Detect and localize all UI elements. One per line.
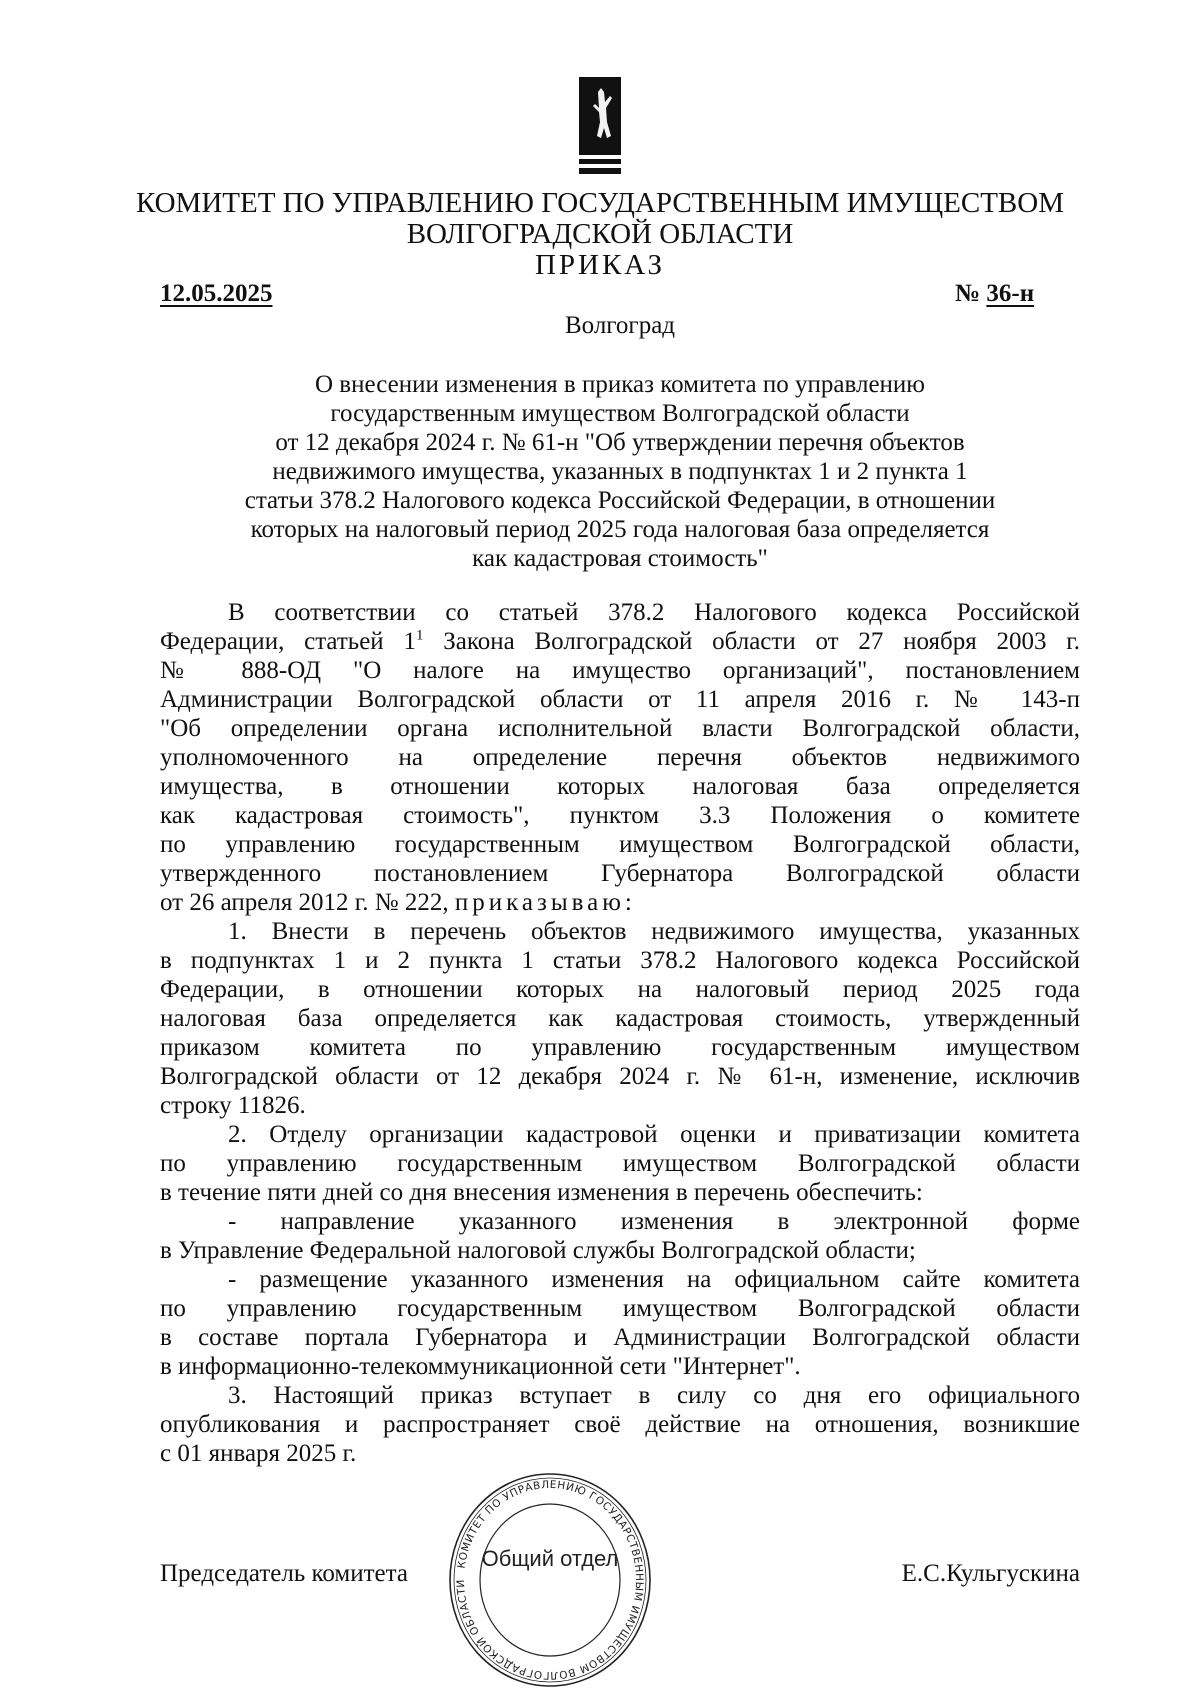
body-line: Администрации Волгоградской области от 11 апреля 2016 г. № 143-п — [160, 686, 1080, 713]
body-line: имущества, в отношении которых налоговая база определяется — [160, 773, 1080, 800]
body-line: 1. Внести в перечень объектов недвижимого имущества, указанных — [228, 918, 1080, 945]
body-line — [160, 888, 1080, 917]
body-line: 2. Отделу организации кадастровой оценки и приватизации комитета — [228, 1121, 1080, 1148]
official-stamp — [445, 1470, 655, 1690]
body-line: как кадастровая стоимость", пунктом 3.3 Положения о комитете — [160, 802, 1080, 829]
body-line: в течение пяти дней со дня внесения изменения в перечень обеспечить: — [160, 1179, 923, 1206]
body-line: в информационно-телекоммуникационной сети "Интернет". — [160, 1353, 801, 1380]
body-line: Федерации, в отношении которых на налоговый период 2025 года — [160, 976, 1080, 1003]
body-line: налоговая база определяется как кадастровая стоимость, утвержденный — [160, 1005, 1080, 1032]
preamble-paragraph — [160, 598, 1080, 917]
org-name-line-2: ВОЛГОГРАДСКОЙ ОБЛАСТИ — [406, 218, 794, 250]
body-line: № 888-ОД "О налоге на имущество организаций", постановлением — [160, 657, 1080, 684]
body-line: опубликования и распространяет своё действие на отношения, возникшие — [160, 1411, 1080, 1438]
body-line: по управлению государственным имуществом Волгоградской области — [160, 1150, 1080, 1177]
body-line-part: от 26 апреля 2012 г. № 222, — [160, 889, 455, 916]
svg-text:КОМИТЕТ ПО УПРАВЛЕНИЮ ГОСУДАРС — [455, 1479, 645, 1681]
item-3-paragraph — [160, 1381, 1080, 1468]
stamp-ring-text: КОМИТЕТ ПО УПРАВЛЕНИЮ ГОСУДАРСТВЕННЫМ ИМУЩЕСТВОМ ВОЛГОГРАДСКОЙ ОБЛАСТИ — [454, 1478, 646, 1682]
body-line: уполномоченного на определение перечня объектов недвижимого — [160, 744, 1080, 771]
stamp-center-text: Общий отдел — [481, 1546, 619, 1571]
number-prefix: № — [955, 280, 981, 307]
title-line: государственным имуществом Волгоградской области — [330, 400, 910, 427]
title-line: как кадастровая стоимость" — [472, 545, 768, 572]
title-line: статьи 378.2 Налогового кодекса Российской Федерации, в отношении — [244, 487, 996, 514]
item-2-bullet-1 — [160, 1207, 1080, 1265]
number-value: 36-н — [986, 280, 1035, 307]
body-line: в составе портала Губернатора и Администрации Волгоградской области — [160, 1324, 1080, 1351]
document-title — [150, 370, 1090, 573]
item-1-paragraph — [160, 917, 1080, 1120]
body-line: в подпунктах 1 и 2 пункта 1 статьи 378.2 Налогового кодекса Российской — [160, 947, 1080, 974]
body-line: - направление указанного изменения в электронной форме — [228, 1208, 1080, 1235]
body-line: строку 11826. — [160, 1092, 306, 1119]
signatory-name: Е.С.Кульгускина — [901, 1560, 1080, 1587]
body-line: по управлению государственным имуществом Волгоградской области — [160, 1295, 1080, 1322]
body-line: 3. Настоящий приказ вступает в силу со дня его официального — [228, 1382, 1080, 1409]
body-line-part: Закона Волгоградской области от 27 ноября 2003 г. — [423, 628, 1080, 655]
item-2-bullet-2 — [160, 1265, 1080, 1381]
volgograd-emblem-icon — [578, 76, 622, 176]
document-city: Волгоград — [564, 312, 676, 339]
document-type: ПРИКАЗ — [534, 249, 666, 281]
body-line: приказом комитета по управлению государственным имуществом — [160, 1034, 1080, 1061]
document-number — [955, 280, 1034, 308]
body-line: "Об определении органа исполнительной власти Волгоградской области, — [160, 715, 1080, 742]
title-line: О внесении изменения в приказ комитета по управлению — [315, 371, 925, 398]
body-line: Волгоградской области от 12 декабря 2024 г. № 61-н, изменение, исключив — [160, 1063, 1080, 1090]
superscript: 1 — [415, 627, 424, 644]
signatory-position: Председатель комитета — [160, 1560, 408, 1587]
body-line: В соответствии со статьей 378.2 Налогового кодекса Российской — [228, 599, 1080, 626]
body-line: в Управление Федеральной налоговой службы Волгоградской области; — [160, 1237, 916, 1264]
title-line: недвижимого имущества, указанных в подпунктах 1 и 2 пункта 1 — [272, 458, 968, 485]
body-line: с 01 января 2025 г. — [160, 1440, 357, 1467]
order-word: приказываю — [454, 889, 625, 916]
body-line-part: Федерации, статьей 1 — [160, 628, 416, 655]
title-line: от 12 декабря 2024 г. № 61-н "Об утверждении перечня объектов — [275, 429, 965, 456]
document-header — [110, 188, 1090, 281]
document-date: 12.05.2025 — [160, 280, 273, 307]
org-name-line-1: КОМИТЕТ ПО УПРАВЛЕНИЮ ГОСУДАРСТВЕННЫМ ИМУЩЕСТВОМ — [135, 187, 1064, 219]
body-line — [160, 627, 1080, 656]
body-line: - размещение указанного изменения на официальном сайте комитета — [228, 1266, 1080, 1293]
body-line: по управлению государственным имуществом Волгоградской области, — [160, 831, 1080, 858]
body-line-part: : — [624, 889, 632, 916]
item-2-paragraph — [160, 1120, 1080, 1207]
body-line: утвержденного постановлением Губернатора Волгоградской области — [160, 860, 1080, 887]
title-line: которых на налоговый период 2025 года налоговая база определяется — [250, 516, 990, 543]
document-body — [160, 598, 1080, 1468]
